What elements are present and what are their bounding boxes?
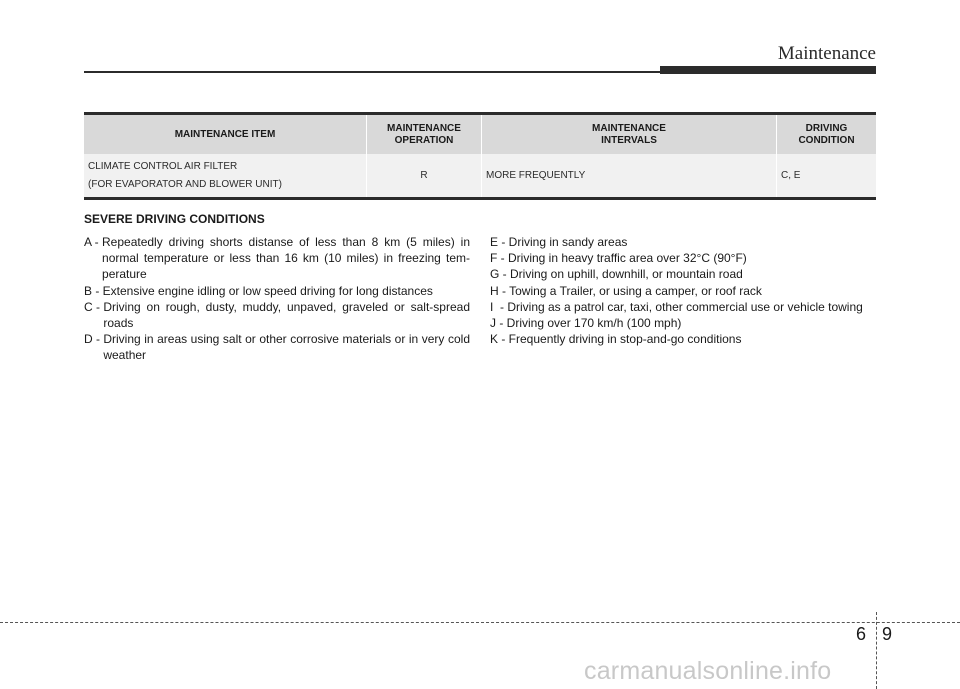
header-maintenance-item: MAINTENANCE ITEM [84, 115, 367, 154]
item-name: CLIMATE CONTROL AIR FILTER [88, 160, 238, 172]
condition-code: C - [84, 299, 104, 314]
table-row [84, 154, 876, 197]
header-maintenance-intervals-text: MAINTENANCE INTERVALS [592, 122, 666, 146]
section-number: 6 [856, 624, 867, 644]
condition-text: Extensive engine idling or low speed driving for long distances [102, 283, 433, 298]
condition-item-h: H - Towing a Trailer, or using a camper, or roof rack [490, 283, 762, 298]
header-maintenance-intervals [482, 115, 777, 154]
severe-conditions-left-column [84, 234, 470, 364]
header-maintenance-operation-text: MAINTENANCE OPERATION [387, 122, 461, 146]
condition-item-c [84, 299, 470, 331]
header-rule [84, 71, 660, 73]
severe-conditions-title: SEVERE DRIVING CONDITIONS [84, 212, 265, 226]
cell-maintenance-item [84, 154, 367, 197]
condition-item-i: I - Driving as a patrol car, taxi, other commercial use or vehicle towing [490, 299, 863, 314]
condition-item-e: E - Driving in sandy areas [490, 235, 628, 249]
condition-item-j: J - Driving over 170 km/h (100 mph) [490, 316, 682, 331]
condition-item-g: G - Driving on uphill, downhill, or mountain road [490, 267, 743, 282]
header-driving-condition-text: DRIVING CONDITION [798, 122, 855, 146]
footer-rule [0, 622, 960, 623]
page-header-title: Maintenance [777, 43, 876, 64]
page-number: 9 [882, 624, 893, 644]
item-detail: (FOR EVAPORATOR AND BLOWER UNIT) [88, 178, 282, 190]
condition-code: D - [84, 332, 104, 347]
condition-item-f: F - Driving in heavy traffic area over 32°C (90°F) [490, 251, 747, 266]
condition-item-b [84, 283, 470, 299]
condition-code: A - [84, 235, 103, 249]
condition-text: Repeatedly driving shorts distanse of less than 8 km (5 miles) in normal temperature or less than 16 km (10 miles) in freezing tem-perature [102, 235, 470, 282]
condition-text: Driving on rough, dusty, muddy, unpaved, graveled or salt-spread roads [103, 299, 470, 331]
cell-condition: C, E [777, 154, 877, 197]
watermark: carmanualsonline.info [584, 657, 832, 685]
condition-item-k: K - Frequently driving in stop-and-go conditions [490, 332, 742, 347]
condition-item-a [84, 234, 470, 283]
table-header-row [84, 115, 876, 154]
cell-operation: R [367, 154, 482, 197]
header-driving-condition [777, 115, 877, 154]
severe-conditions-right-column [490, 234, 880, 347]
header-bar [660, 66, 876, 74]
cell-interval: MORE FREQUENTLY [482, 154, 777, 197]
condition-code: B - [84, 283, 103, 298]
condition-text: Driving in areas using salt or other corrosive materials or in very cold weather [103, 332, 470, 363]
header-maintenance-operation [367, 115, 482, 154]
maintenance-table [84, 112, 876, 200]
footer-divider [876, 612, 877, 689]
condition-item-d [84, 331, 470, 363]
